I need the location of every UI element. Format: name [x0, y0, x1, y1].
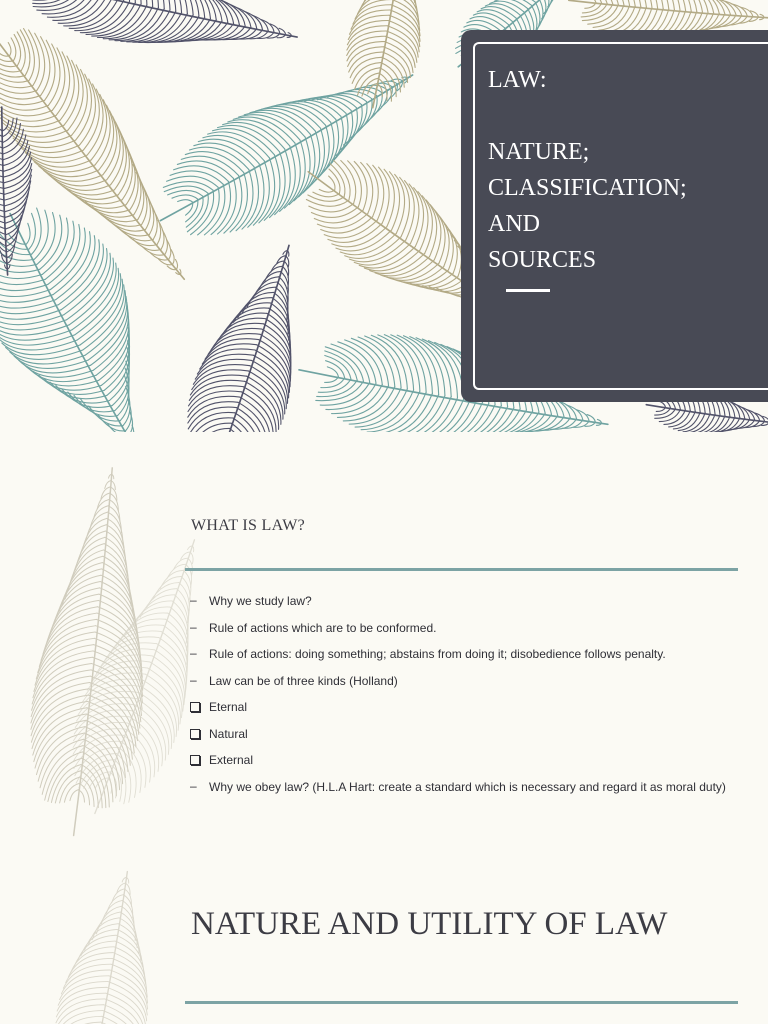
- list-item: – Rule of actions: doing something; abstains from doing it; disobedience follows penalty.: [190, 646, 666, 661]
- dash-bullet-icon: –: [190, 593, 197, 607]
- list-item: Natural: [190, 725, 732, 744]
- what-is-law-slide: [0, 432, 768, 870]
- checkbox-bullet-icon: [190, 702, 200, 712]
- list-item: – Why we obey law? (H.L.A Hart: create a standard which is necessary and regard it as moral duty): [190, 778, 726, 794]
- title-underline: [506, 289, 550, 292]
- heading-divider: [185, 568, 738, 571]
- dash-bullet-icon: –: [190, 646, 197, 660]
- dash-bullet-icon: –: [190, 778, 197, 793]
- title-line: CLASSIFICATION;: [488, 175, 687, 201]
- list-item: – Rule of actions which are to be conformed.: [190, 619, 437, 635]
- bullet-list: [190, 592, 732, 804]
- list-item: – Why we study law?: [190, 593, 312, 608]
- title-card: [461, 30, 768, 402]
- section-heading: NATURE AND UTILITY OF LAW: [191, 906, 668, 942]
- feather-icon: [134, 30, 438, 266]
- section-heading: WHAT IS LAW?: [191, 517, 305, 534]
- title-line-spacer: [488, 98, 687, 134]
- list-item: – Law can be of three kinds (Holland): [190, 672, 398, 688]
- title-line: NATURE;: [488, 139, 590, 165]
- feather-icon: [0, 181, 198, 432]
- dash-bullet-icon: –: [190, 672, 197, 687]
- feather-icon: [4, 0, 306, 78]
- title-line: LAW:: [488, 67, 547, 93]
- feather-icon: [19, 462, 167, 841]
- feather-icon: [44, 870, 171, 1024]
- feather-icon: [167, 231, 334, 432]
- list-item: External: [190, 751, 732, 770]
- checkbox-bullet-icon: [190, 729, 200, 739]
- title-line: SOURCES: [488, 247, 597, 273]
- slide-title: [488, 62, 687, 278]
- heading-divider: [185, 1001, 738, 1004]
- nature-utility-slide: [0, 870, 768, 1024]
- dash-bullet-icon: –: [190, 619, 197, 634]
- feather-icon: [337, 0, 439, 114]
- title-slide: [0, 0, 768, 432]
- title-line: AND: [488, 211, 540, 237]
- checkbox-bullet-icon: [190, 755, 200, 765]
- list-item: Eternal: [190, 698, 732, 717]
